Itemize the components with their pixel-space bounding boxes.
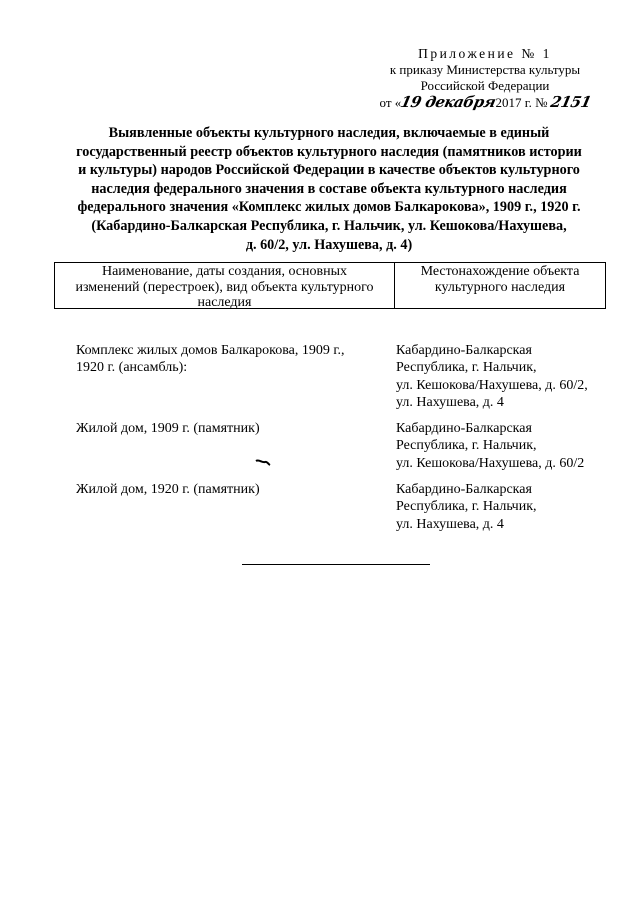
title-line: государственный реестр объектов культурного наследия (памятников истории [76,143,582,160]
date-year: 2017 г. № [495,95,548,110]
object-location-line: Кабардино-Балкарская [396,482,532,497]
column-header-name [55,263,395,308]
title-line: федерального значения «Комплекс жилых домов Балкарокова», 1909 г., 1920 г. [77,199,581,216]
column-header-line: Местонахождение объекта [420,264,580,279]
object-name [76,481,376,498]
column-header-line: изменений (перестроек), вид объекта культурного [75,279,374,295]
closing-rule [242,564,430,565]
object-name-line: Жилой дом, 1909 г. (памятник) [76,421,260,436]
handwritten-date: 19 декабря [399,93,498,111]
document-title [55,124,603,254]
object-location-line: ул. Кешокова/Нахушева, д. 60/2, [396,377,588,393]
title-line: Выявленные объекты культурного наследия, включаемые в единый [108,125,550,141]
order-reference-line: к приказу Министерства культуры [389,62,581,77]
title-line: (Кабардино-Балкарская Республика, г. Нальчик, ул. Кешокова/Нахушева, [91,217,567,234]
object-location-line: ул. Нахушева, д. 4 [396,394,504,410]
column-header-line: культурного наследия [434,279,566,295]
title-line: д. 60/2, ул. Нахушева, д. 4) [245,236,413,253]
object-location [396,342,616,411]
object-location-line: ул. Нахушева, д. 4 [396,516,504,532]
title-line: наследия федерального значения в составе объекта культурного наследия [91,180,567,197]
object-name [76,420,376,437]
object-location-line: ул. Кешокова/Нахушева, д. 60/2 [396,455,585,471]
object-location-line: Кабардино-Балкарская [396,343,532,358]
object-name-line: 1920 г. (ансамбль): [76,360,188,376]
ink-mark [255,457,271,467]
date-prefix: от « [379,95,402,110]
object-location [396,481,616,533]
column-header-line: Наименование, даты создания, основных [101,264,348,279]
object-name-line: Комплекс жилых домов Балкарокова, 1909 г., [76,343,345,358]
column-header-line: наследия [197,295,252,310]
table-header [54,262,606,309]
object-name [76,342,376,377]
object-location-line: Республика, г. Нальчик, [396,360,537,376]
title-line: и культуры) народов Российской Федерации в качестве объектов культурного [78,162,580,179]
object-location [396,420,616,472]
object-location-line: Кабардино-Балкарская [396,421,532,436]
order-date-line [360,94,610,111]
object-location-line: Республика, г. Нальчик, [396,499,537,515]
column-header-location [395,263,605,308]
appendix-header [360,46,610,111]
object-location-line: Республика, г. Нальчик, [396,438,537,454]
appendix-title: Приложение № 1 [418,46,552,61]
ministry-line: Российской Федерации [420,78,550,93]
handwritten-order-number: 2151 [548,93,593,111]
object-name-line: Жилой дом, 1920 г. (памятник) [76,482,260,497]
